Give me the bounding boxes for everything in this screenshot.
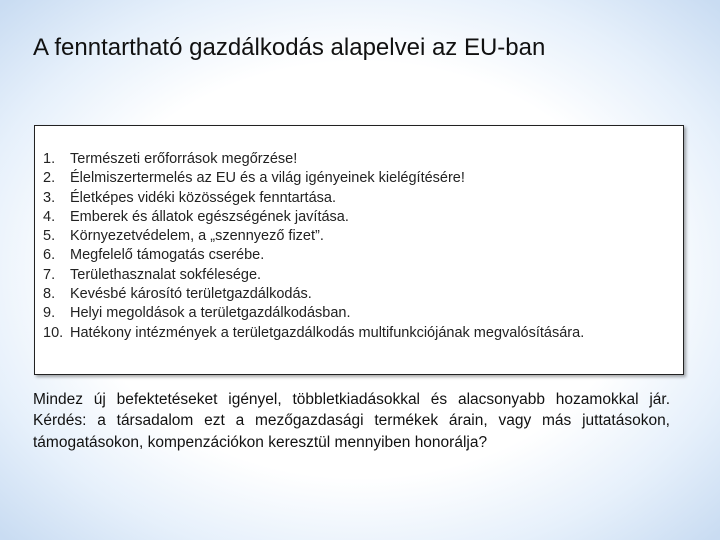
item-number: 7. <box>43 266 56 283</box>
item-text: Élelmiszertermelés az EU és a világ igényeinek kielégítésére! <box>70 170 465 187</box>
list-item <box>43 324 584 343</box>
item-text: Hatékony intézmények a területgazdálkodás multifunkciójának megvalósítására. <box>70 324 585 341</box>
list-item <box>43 227 584 246</box>
item-text: Területhasznalat sokfélesége. <box>70 266 262 283</box>
item-text: Megfelelő támogatás cserébe. <box>70 247 265 264</box>
item-number: 9. <box>43 305 56 322</box>
list-item <box>43 266 584 285</box>
item-number: 5. <box>43 228 56 245</box>
item-number: 1. <box>43 151 56 167</box>
list-item <box>43 208 584 227</box>
item-text: Kevésbé károsító területgazdálkodás. <box>70 286 312 303</box>
item-text: Helyi megoldások a területgazdálkodásban. <box>70 305 351 322</box>
item-number: 2. <box>43 170 56 187</box>
body-paragraph: Mindez új befektetéseket igényel, többletkiadásokkal és alacsonyabb hozamokkal jár. Kérdés: a társadalom ezt a mezőgazdasági termékek árain, vagy más juttatásokon, támogatásokon, kompenzációkon keresztül mennyiben honorálja? <box>33 391 670 451</box>
item-text: Természeti erőforrások megőrzése! <box>70 151 298 167</box>
slide-title: A fenntartható gazdálkodás alapelvei az EU-ban <box>33 34 546 61</box>
item-text: Életképes vidéki közösségek fenntartása. <box>70 189 336 206</box>
item-text: Emberek és állatok egészségének javítása. <box>70 208 349 225</box>
list-item <box>43 246 584 265</box>
principles-list <box>43 150 584 343</box>
item-number: 6. <box>43 247 56 264</box>
list-item <box>43 285 584 304</box>
item-number: 8. <box>43 286 56 303</box>
principles-box <box>34 125 684 375</box>
list-item <box>43 189 584 208</box>
item-text: Környezetvédelem, a „szennyező fizet”. <box>70 228 324 245</box>
item-number: 4. <box>43 208 56 225</box>
item-number: 3. <box>43 189 56 206</box>
list-item <box>43 150 584 169</box>
list-item <box>43 169 584 188</box>
item-number: 10. <box>43 324 64 341</box>
list-item <box>43 304 584 323</box>
